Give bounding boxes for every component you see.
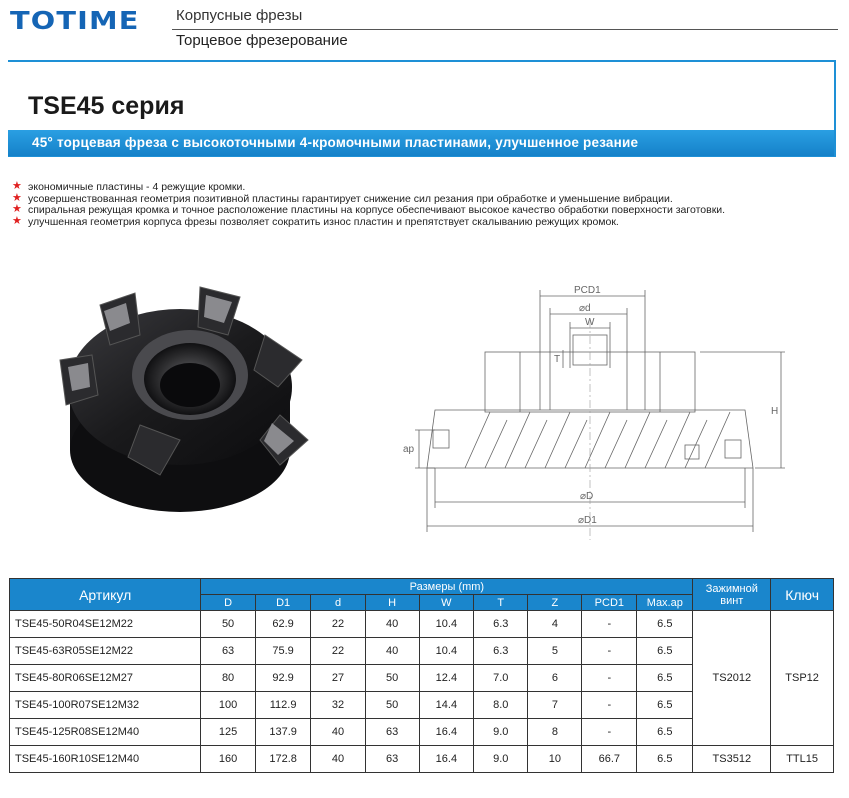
cell-H: 63 — [365, 719, 419, 746]
label-t: T — [554, 354, 561, 365]
technical-drawing — [395, 280, 785, 550]
cell-key: TSP12 — [771, 611, 834, 746]
cell-D1: 137.9 — [255, 719, 311, 746]
label-ap: ap — [403, 444, 415, 455]
star-bullet-icon: ★ — [12, 191, 22, 204]
cell-D: 160 — [201, 746, 255, 773]
cell-article: TSE45-50R04SE12M22 — [10, 611, 201, 638]
cell-PCD1: - — [582, 719, 637, 746]
cell-H: 50 — [365, 692, 419, 719]
cell-max-ap: 6.5 — [637, 692, 693, 719]
cell-Z: 4 — [528, 611, 582, 638]
banner-text: 45° торцевая фреза с высокоточными 4-кромочными пластинами, улучшенное резание — [32, 135, 639, 150]
table-row — [10, 746, 834, 773]
feature-list — [12, 182, 725, 228]
subheader-D1: D1 — [255, 595, 311, 611]
cell-screw: TS3512 — [693, 746, 771, 773]
brand-logo: TOTIME — [10, 6, 140, 35]
star-bullet-icon: ★ — [12, 203, 22, 215]
cell-article: TSE45-80R06SE12M27 — [10, 665, 201, 692]
cell-W: 10.4 — [419, 638, 474, 665]
star-bullet-icon: ★ — [12, 214, 22, 227]
feature-item: ★ спиральная режущая кромка и точное расположение пластины на корпусе обеспечивают высокое качество обработки поверхности заготовки. — [12, 203, 726, 216]
cell-W: 10.4 — [419, 611, 474, 638]
label-w: W — [585, 317, 595, 328]
header-screw: Зажимной винт — [693, 579, 771, 611]
cell-PCD1: - — [582, 692, 637, 719]
label-pcd1: PCD1 — [574, 285, 601, 296]
feature-item: ★ улучшенная геометрия корпуса фрезы позволяет сократить износ пластин и препятствует скалыванию режущих кромок. — [12, 214, 619, 228]
label-D1: ⌀D1 — [578, 515, 597, 526]
cell-d: 22 — [311, 638, 365, 665]
header-key: Ключ — [771, 579, 834, 611]
subheader-T: T — [474, 595, 528, 611]
cell-PCD1: - — [582, 665, 637, 692]
header-divider — [172, 29, 838, 30]
cell-T: 9.0 — [474, 746, 528, 773]
subheader-D: D — [201, 595, 255, 611]
cell-D1: 92.9 — [255, 665, 311, 692]
feature-item: ★ экономичные пластины - 4 режущие кромки. — [12, 180, 246, 193]
cell-H: 40 — [365, 611, 419, 638]
cell-H: 50 — [365, 665, 419, 692]
cell-W: 12.4 — [419, 665, 474, 692]
product-photo — [40, 275, 320, 545]
cell-W: 16.4 — [419, 746, 474, 773]
subheader-W: W — [419, 595, 474, 611]
cell-T: 8.0 — [474, 692, 528, 719]
cell-D: 125 — [201, 719, 255, 746]
label-d: ⌀d — [579, 303, 591, 314]
cell-article: TSE45-125R08SE12M40 — [10, 719, 201, 746]
series-title: TSE45 серия — [28, 92, 185, 120]
label-D: ⌀D — [580, 491, 594, 502]
cell-d: 22 — [311, 611, 365, 638]
cell-max-ap: 6.5 — [637, 611, 693, 638]
cell-article: TSE45-100R07SE12M32 — [10, 692, 201, 719]
cell-T: 7.0 — [474, 665, 528, 692]
cell-W: 16.4 — [419, 719, 474, 746]
feature-item: ★ усовершенствованная геометрия позитивной пластины гарантирует снижение сил резания при обработке и уменьшение вибрации. — [12, 191, 673, 205]
cell-screw: TS2012 — [693, 611, 771, 746]
cell-D1: 62.9 — [255, 611, 311, 638]
cell-max-ap: 6.5 — [637, 665, 693, 692]
cell-D: 80 — [201, 665, 255, 692]
cell-article: TSE45-160R10SE12M40 — [10, 746, 201, 773]
cell-D1: 112.9 — [255, 692, 311, 719]
cell-W: 14.4 — [419, 692, 474, 719]
cell-max-ap: 6.5 — [637, 638, 693, 665]
subheader-max-ap: Max.ap — [637, 595, 693, 611]
cell-Z: 6 — [528, 665, 582, 692]
cell-H: 40 — [365, 638, 419, 665]
cell-key: TTL15 — [771, 746, 834, 773]
cell-Z: 5 — [528, 638, 582, 665]
cell-D: 50 — [201, 611, 255, 638]
cell-D1: 172.8 — [255, 746, 311, 773]
cell-T: 6.3 — [474, 638, 528, 665]
subcategory-title: Торцевое фрезерование — [176, 32, 348, 49]
cell-PCD1: 66.7 — [582, 746, 637, 773]
category-title: Корпусные фрезы — [176, 7, 303, 24]
cell-D: 63 — [201, 638, 255, 665]
cell-max-ap: 6.5 — [637, 746, 693, 773]
description-banner — [8, 130, 834, 156]
cell-Z: 10 — [528, 746, 582, 773]
cell-T: 6.3 — [474, 611, 528, 638]
cell-Z: 7 — [528, 692, 582, 719]
table-row — [10, 611, 834, 638]
cell-D1: 75.9 — [255, 638, 311, 665]
cell-max-ap: 6.5 — [637, 719, 693, 746]
cell-d: 27 — [311, 665, 365, 692]
spec-table — [9, 578, 834, 773]
subheader-PCD1: PCD1 — [582, 595, 637, 611]
cell-D: 100 — [201, 692, 255, 719]
cell-H: 63 — [365, 746, 419, 773]
subheader-Z: Z — [528, 595, 582, 611]
cell-PCD1: - — [582, 638, 637, 665]
cell-article: TSE45-63R05SE12M22 — [10, 638, 201, 665]
cell-d: 32 — [311, 692, 365, 719]
subheader-d: d — [311, 595, 365, 611]
cell-d: 40 — [311, 719, 365, 746]
label-h: H — [771, 406, 779, 417]
cell-d: 40 — [311, 746, 365, 773]
cell-T: 9.0 — [474, 719, 528, 746]
subheader-H: H — [365, 595, 419, 611]
cell-Z: 8 — [528, 719, 582, 746]
header-sizes: Размеры (mm) — [201, 579, 693, 595]
cell-PCD1: - — [582, 611, 637, 638]
header-article: Артикул — [10, 579, 201, 611]
star-bullet-icon: ★ — [12, 180, 22, 192]
